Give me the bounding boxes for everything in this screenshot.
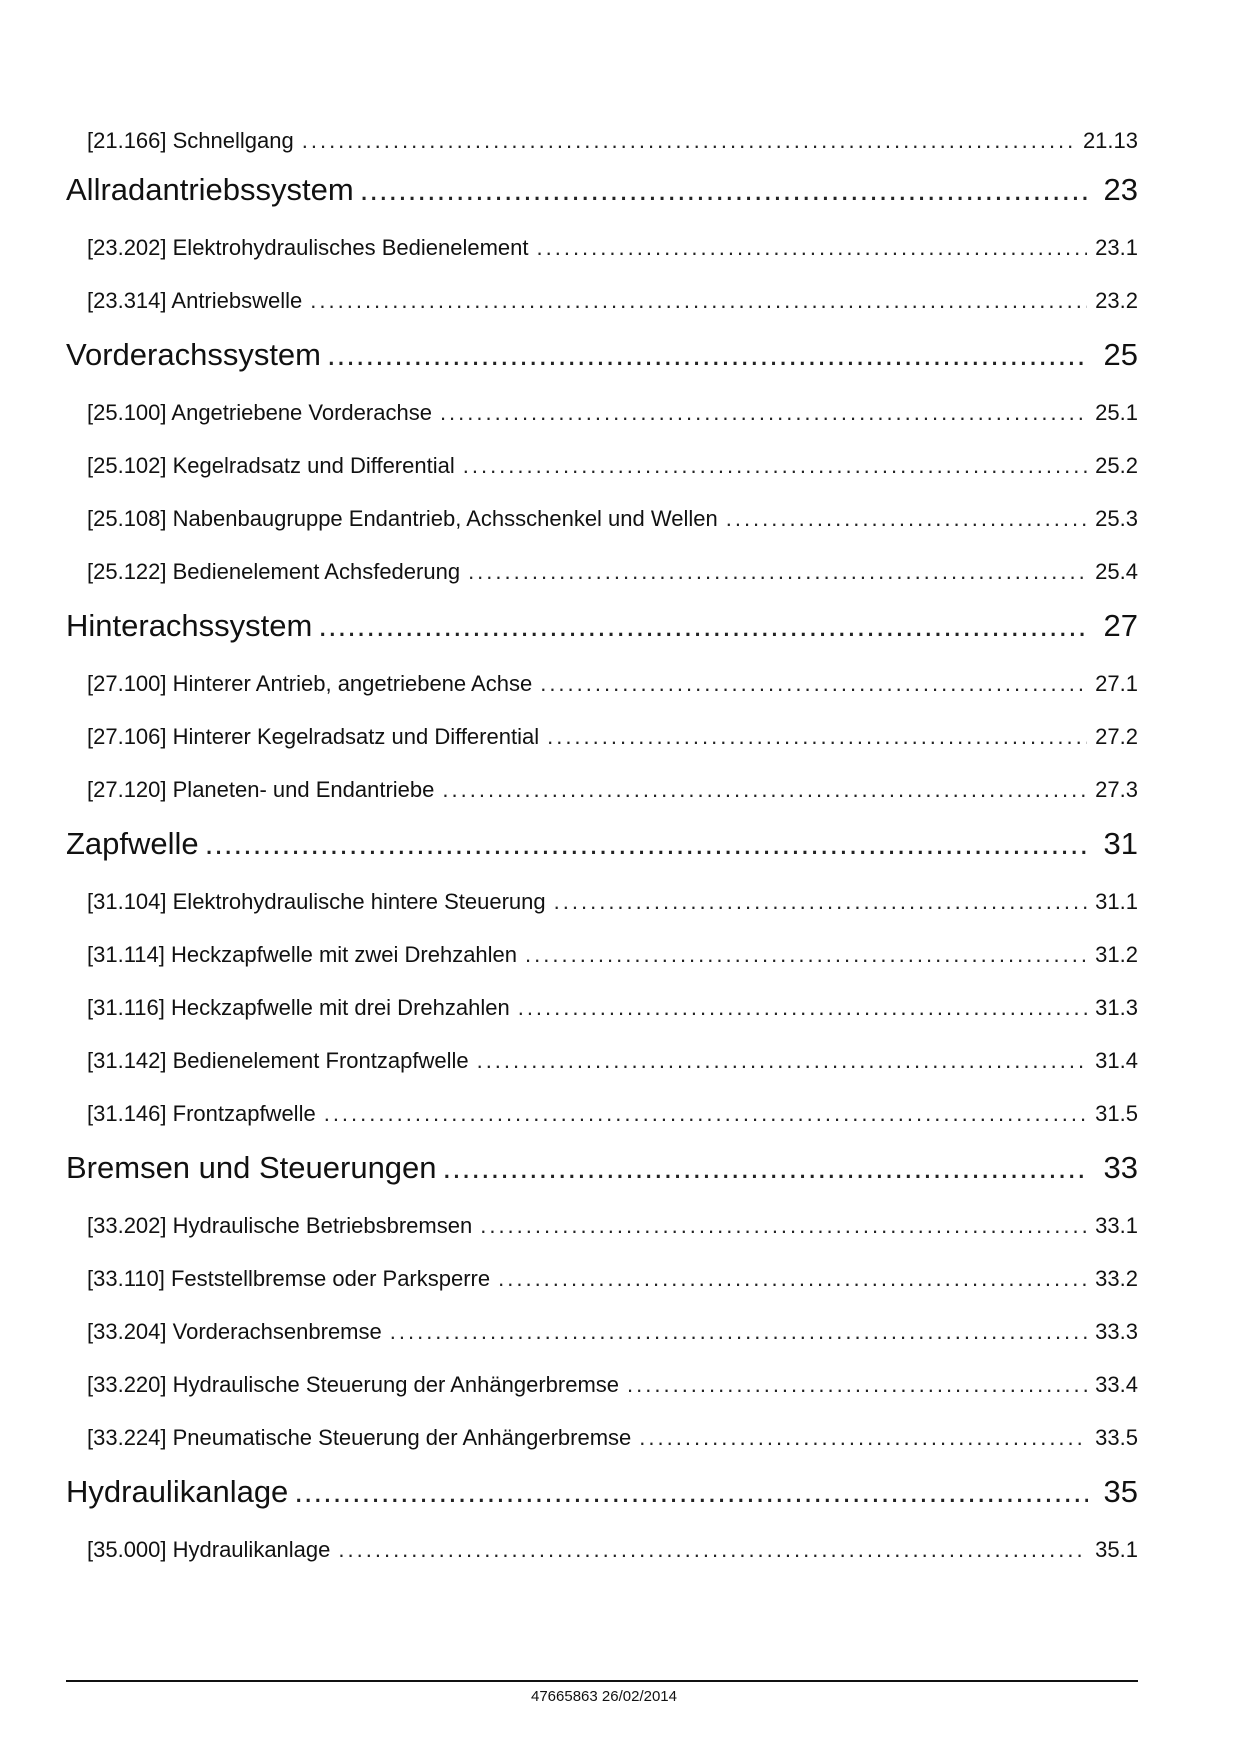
dot-leader <box>537 235 1088 261</box>
toc-page-number: 33.3 <box>1095 1319 1138 1344</box>
dot-leader <box>440 400 1087 426</box>
toc-page-number: 33.2 <box>1095 1266 1138 1291</box>
toc-entry-title: [25.122] Bedienelement Achsfederung <box>87 559 461 584</box>
toc-section[interactable] <box>66 826 1138 889</box>
toc-entry-title: [23.202] Elektrohydraulisches Bedienelement <box>87 235 529 260</box>
toc-entry[interactable] <box>66 724 1138 777</box>
toc-entry-title: [25.108] Nabenbaugruppe Endantrieb, Achsschenkel und Wellen <box>87 506 718 531</box>
toc-entry[interactable] <box>66 671 1138 724</box>
toc-section[interactable] <box>66 172 1138 235</box>
toc-entry[interactable] <box>66 235 1138 288</box>
dot-leader <box>338 1537 1087 1563</box>
toc-entry-title: [33.204] Vorderachsenbremse <box>87 1319 382 1344</box>
dot-leader <box>477 1048 1088 1074</box>
toc-page-number: 25.2 <box>1095 453 1138 478</box>
dot-leader <box>310 288 1087 314</box>
toc-page-number: 31.5 <box>1095 1101 1138 1126</box>
footer-doc-info: 47665863 26/02/2014 <box>531 1688 677 1705</box>
dot-leader <box>302 128 1075 154</box>
toc-page-number: 27.2 <box>1095 724 1138 749</box>
toc-entry-title: [27.120] Planeten- und Endantriebe <box>87 777 435 802</box>
toc-entry[interactable] <box>66 1266 1138 1319</box>
toc-page-number: 33.1 <box>1095 1213 1138 1238</box>
toc-entry[interactable] <box>66 1372 1138 1425</box>
toc-page-number: 27 <box>1103 608 1138 643</box>
toc-page-number: 35.1 <box>1095 1537 1138 1562</box>
footer-divider <box>66 1680 1138 1682</box>
toc-entry-title: [31.116] Heckzapfwelle mit drei Drehzahlen <box>87 995 510 1020</box>
toc-page-number: 25.1 <box>1095 400 1138 425</box>
toc-entry-title: [33.224] Pneumatische Steuerung der Anhängerbremse <box>87 1425 632 1450</box>
toc-entry[interactable] <box>66 1213 1138 1266</box>
toc-page-number: 31.3 <box>1095 995 1138 1020</box>
toc-page-number: 33.5 <box>1095 1425 1138 1450</box>
dot-leader <box>547 724 1087 750</box>
toc-entry[interactable] <box>66 777 1138 830</box>
dot-leader <box>205 826 1088 862</box>
dot-leader <box>318 608 1087 644</box>
toc-entry[interactable] <box>66 942 1138 995</box>
toc-section[interactable] <box>66 1150 1138 1213</box>
toc-page-number: 23.1 <box>1095 235 1138 260</box>
toc-page-number: 25 <box>1103 337 1138 372</box>
toc-entry-title: [21.166] Schnellgang <box>87 128 294 153</box>
toc-page-number: 33.4 <box>1095 1372 1138 1397</box>
toc-entry-title: [23.314] Antriebswelle <box>87 288 303 313</box>
toc-page-number: 27.1 <box>1095 671 1138 696</box>
toc-section-title: Hinterachssystem <box>66 608 313 643</box>
toc-section[interactable] <box>66 608 1138 671</box>
toc-entry[interactable] <box>66 1537 1138 1590</box>
toc-page-number: 23 <box>1103 172 1138 207</box>
dot-leader <box>554 889 1088 915</box>
toc-entry-title: [25.102] Kegelradsatz und Differential <box>87 453 455 478</box>
toc-section[interactable] <box>66 337 1138 400</box>
dot-leader <box>518 995 1087 1021</box>
toc-section-title: Zapfwelle <box>66 826 199 861</box>
toc-entry[interactable] <box>66 400 1138 453</box>
dot-leader <box>442 777 1087 803</box>
toc-page-number: 23.2 <box>1095 288 1138 313</box>
toc-entry[interactable] <box>66 995 1138 1048</box>
dot-leader <box>726 506 1087 532</box>
toc-page-number: 31.4 <box>1095 1048 1138 1073</box>
dot-leader <box>498 1266 1087 1292</box>
dot-leader <box>525 942 1087 968</box>
toc-section-title: Allradantriebssystem <box>66 172 354 207</box>
toc-entry[interactable] <box>66 1319 1138 1372</box>
toc-entry-title: [25.100] Angetriebene Vorderachse <box>87 400 432 425</box>
dot-leader <box>324 1101 1087 1127</box>
toc-entry[interactable] <box>66 889 1138 942</box>
dot-leader <box>390 1319 1087 1345</box>
toc-page-number: 25.3 <box>1095 506 1138 531</box>
toc-entry[interactable] <box>66 1101 1138 1154</box>
dot-leader <box>360 172 1088 208</box>
toc-section[interactable] <box>66 1474 1138 1537</box>
toc-entry-title: [31.146] Frontzapfwelle <box>87 1101 316 1126</box>
toc-section-title: Vorderachssystem <box>66 337 321 372</box>
dot-leader <box>639 1425 1087 1451</box>
toc-entry[interactable] <box>66 1048 1138 1101</box>
toc-entry-title: [33.220] Hydraulische Steuerung der Anhängerbremse <box>87 1372 620 1397</box>
toc-entry-title: [31.104] Elektrohydraulische hintere Steuerung <box>87 889 546 914</box>
toc-page-number: 31.1 <box>1095 889 1138 914</box>
toc-entry-title: [35.000] Hydraulikanlage <box>87 1537 331 1562</box>
toc-entry-title: [31.142] Bedienelement Frontzapfwelle <box>87 1048 469 1073</box>
toc-entry[interactable] <box>66 288 1138 341</box>
toc-page-number: 31.2 <box>1095 942 1138 967</box>
toc-entry-title: [33.202] Hydraulische Betriebsbremsen <box>87 1213 473 1238</box>
dot-leader <box>468 559 1087 585</box>
toc-page-number: 31 <box>1103 826 1138 861</box>
toc-section-title: Bremsen und Steuerungen <box>66 1150 437 1185</box>
toc-page-number: 35 <box>1103 1474 1138 1509</box>
toc-entry-title: [27.106] Hinterer Kegelradsatz und Differential <box>87 724 540 749</box>
toc-page-number: 33 <box>1103 1150 1138 1185</box>
toc-entry-title: [27.100] Hinterer Antrieb, angetriebene Achse <box>87 671 533 696</box>
toc-entry-title: [31.114] Heckzapfwelle mit zwei Drehzahlen <box>87 942 518 967</box>
toc-entry-title: [33.110] Feststellbremse oder Parksperre <box>87 1266 491 1291</box>
toc-entry[interactable] <box>66 1425 1138 1478</box>
dot-leader <box>294 1474 1087 1510</box>
toc-entry[interactable] <box>66 559 1138 612</box>
dot-leader <box>540 671 1087 697</box>
toc-entry[interactable] <box>66 128 1138 176</box>
dot-leader <box>327 337 1088 373</box>
table-of-contents <box>66 128 1138 1590</box>
dot-leader <box>443 1150 1088 1186</box>
toc-entry[interactable] <box>66 453 1138 506</box>
dot-leader <box>480 1213 1087 1239</box>
toc-page-number: 27.3 <box>1095 777 1138 802</box>
dot-leader <box>463 453 1087 479</box>
toc-page-number: 21.13 <box>1082 128 1138 153</box>
toc-page-number: 25.4 <box>1095 559 1138 584</box>
toc-section-title: Hydraulikanlage <box>66 1474 289 1509</box>
dot-leader <box>627 1372 1087 1398</box>
toc-entry[interactable] <box>66 506 1138 559</box>
